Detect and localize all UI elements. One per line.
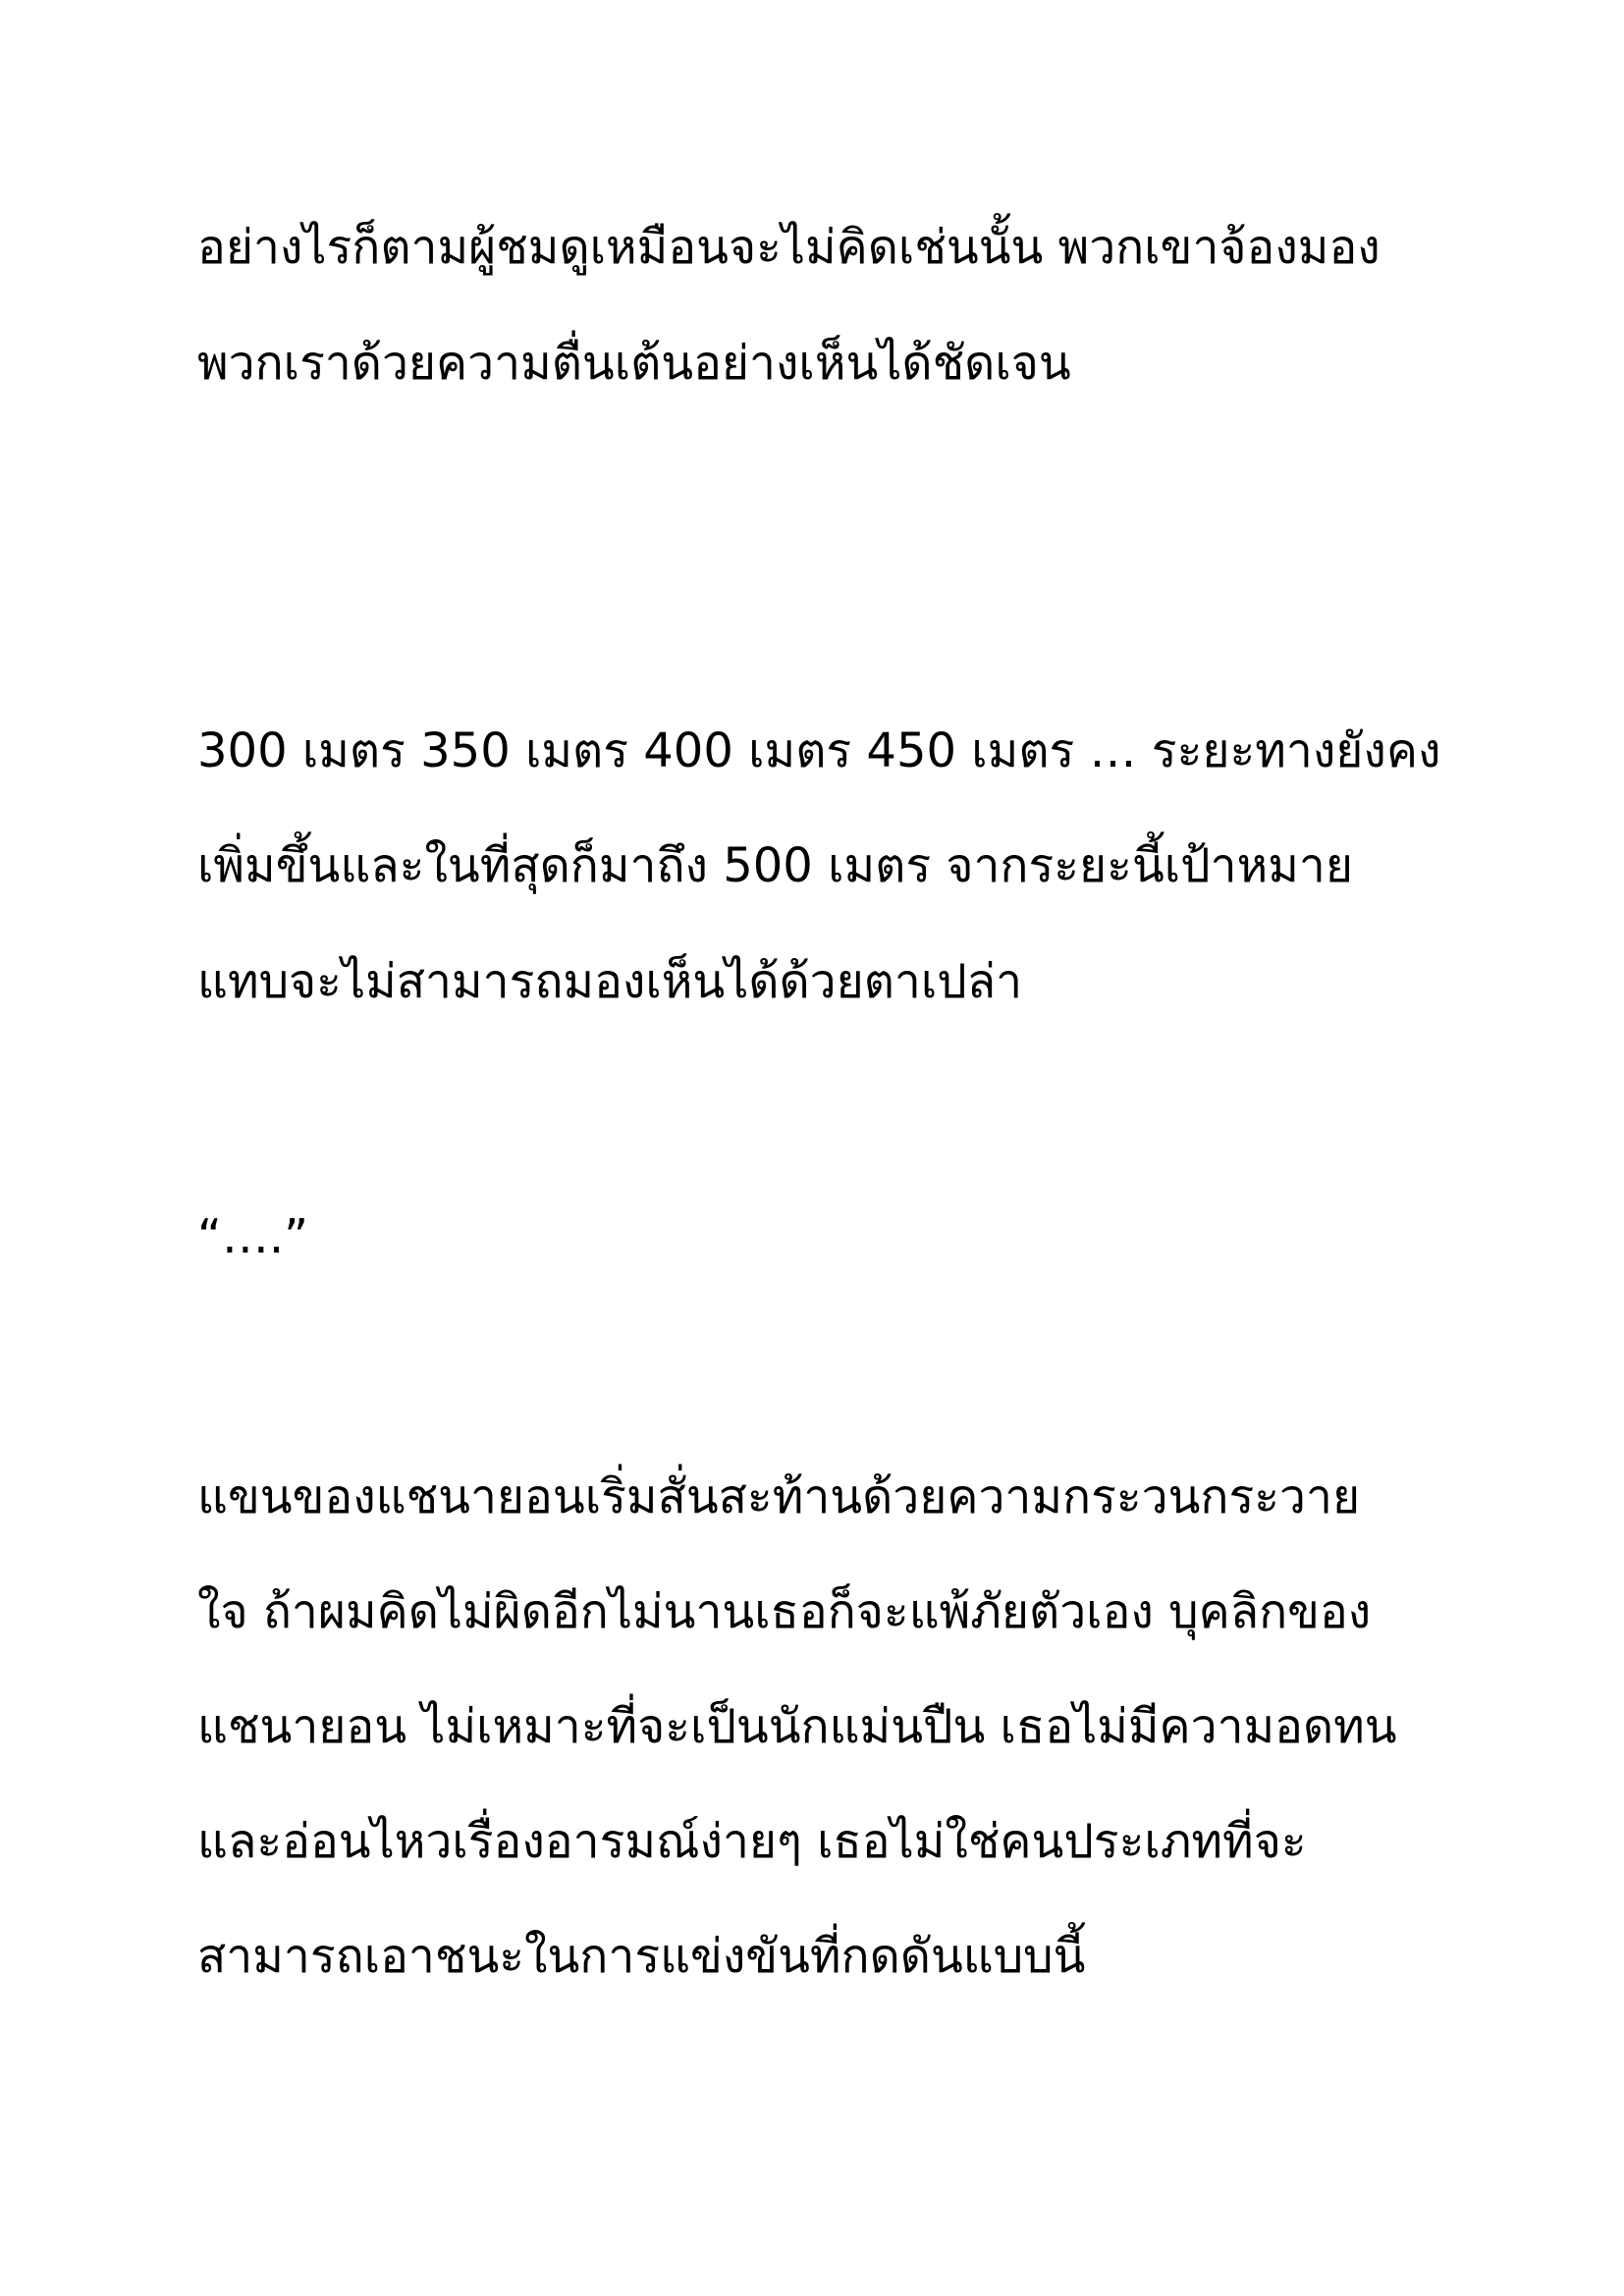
paragraph-4-line-3: แชนายอน ไม่เหมาะที่จะเป็นนักแม่นปืน เธอไม่มีความอดทน [197, 1699, 1397, 1754]
paragraph-2-line-2: เพิ่มขึ้นและในที่สุดก็มาถึง 500 เมตร จากระยะนี้เป้าหมาย [197, 838, 1353, 893]
paragraph-2-line-3: แทบจะไม่สามารถมองเห็นได้ด้วยตาเปล่า [197, 954, 1023, 1009]
paragraph-4-line-4: และอ่อนไหวเรื่องอารมณ์ง่ายๆ เธอไม่ใช่คนประเภทที่จะ [197, 1814, 1307, 1869]
paragraph-3-line-1: “….” [197, 1209, 308, 1264]
paragraph-1-line-1: อย่างไรก็ตามผู้ชมดูเหมือนจะไม่คิดเช่นนั้น พวกเขาจ้องมอง [197, 220, 1380, 275]
paragraph-4-line-1: แขนของแชนายอนเริ่มสั่นสะท้านด้วยความกระวนกระวาย [197, 1469, 1361, 1524]
paragraph-1-line-2: พวกเราด้วยความตื่นเต้นอย่างเห็นได้ชัดเจน [197, 336, 1071, 391]
paragraph-2-line-1: 300 เมตร 350 เมตร 400 เมตร 450 เมตร … ระยะทางยังคง [197, 723, 1441, 778]
paragraph-4-line-2: ใจ ถ้าผมคิดไม่ผิดอีกไม่นานเธอก็จะแพ้ภัยตัวเอง บุคลิกของ [197, 1584, 1372, 1639]
paragraph-4-line-5: สามารถเอาชนะในการแข่งขันที่กดดันแบบนี้ [197, 1929, 1086, 1984]
